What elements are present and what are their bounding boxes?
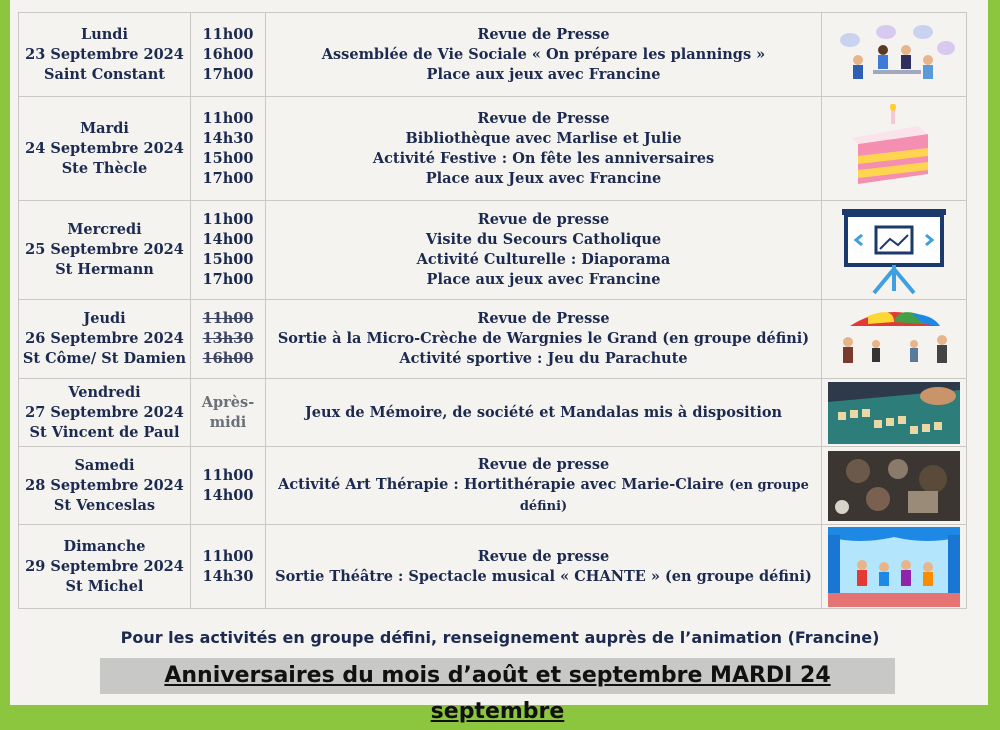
weekly-schedule-table — [18, 12, 967, 609]
time-cell: Après- midi — [191, 379, 266, 447]
day-cell: Mercredi 25 Septembre 2024 St Hermann — [19, 201, 191, 300]
table-row-monday — [19, 13, 967, 97]
board-game-photo — [828, 382, 960, 444]
image-cell — [822, 525, 967, 609]
time-cell: 11h00 14h30 — [191, 525, 266, 609]
image-cell — [822, 97, 967, 201]
day-cell: Vendredi 27 Septembre 2024 St Vincent de Paul — [19, 379, 191, 447]
table-row-sunday — [19, 525, 967, 609]
table-row-wednesday — [19, 201, 967, 300]
time-cell: 11h00 13h30 16h00 — [191, 300, 266, 379]
group-note: (en groupe défini) — [519, 477, 809, 514]
activity-cell: Revue de presse Visite du Secours Catholique Activité Culturelle : Diaporama Place aux jeux avec Francine — [266, 201, 822, 300]
time-cell: 11h00 16h00 17h00 — [191, 13, 266, 97]
theatre-stage-illustration — [828, 527, 960, 607]
time-cell: 11h00 14h00 — [191, 447, 266, 525]
activity-cell: Revue de presse Activité Art Thérapie : Hortithérapie avec Marie-Claire (en groupe défini) — [266, 447, 822, 525]
parachute-game-illustration — [828, 304, 960, 374]
time-cell: 11h00 14h30 15h00 17h00 — [191, 97, 266, 201]
image-cell — [822, 379, 967, 447]
day-cell: Jeudi 26 Septembre 2024 St Côme/ St Damien — [19, 300, 191, 379]
table-row-tuesday — [19, 97, 967, 201]
activity-cell: Revue de presse Sortie Théâtre : Spectacle musical « CHANTE » (en groupe défini) — [266, 525, 822, 609]
time-cell: 11h00 14h00 15h00 17h00 — [191, 201, 266, 300]
birthday-cake-icon — [828, 104, 960, 194]
gardening-photo — [828, 451, 960, 521]
activity-cell: Revue de Presse Bibliothèque avec Marlise et Julie Activité Festive : On fête les anniversaires Place aux Jeux avec Francine — [266, 97, 822, 201]
activity-cell: Revue de Presse Assemblée de Vie Sociale « On prépare les plannings » Place aux jeux avec Francine — [266, 13, 822, 97]
day-cell: Lundi 23 Septembre 2024 Saint Constant — [19, 13, 191, 97]
group-meeting-illustration — [828, 20, 960, 90]
image-cell — [822, 13, 967, 97]
image-cell — [822, 447, 967, 525]
table-row-friday — [19, 379, 967, 447]
day-cell: Mardi 24 Septembre 2024 Ste Thècle — [19, 97, 191, 201]
image-cell — [822, 201, 967, 300]
birthday-banner: Anniversaires du mois d’août et septembre MARDI 24 septembre — [100, 658, 895, 694]
projector-screen-icon — [828, 205, 960, 295]
activity-cell: Jeux de Mémoire, de société et Mandalas mis à disposition — [266, 379, 822, 447]
group-info-note: Pour les activités en groupe défini, renseignement auprès de l’animation (Francine) — [120, 628, 880, 647]
day-cell: Samedi 28 Septembre 2024 St Venceslas — [19, 447, 191, 525]
image-cell — [822, 300, 967, 379]
table-row-thursday — [19, 300, 967, 379]
table-row-saturday — [19, 447, 967, 525]
activity-cell: Revue de Presse Sortie à la Micro-Crèche de Wargnies le Grand (en groupe défini) Activité sportive : Jeu du Parachute — [266, 300, 822, 379]
day-cell: Dimanche 29 Septembre 2024 St Michel — [19, 525, 191, 609]
